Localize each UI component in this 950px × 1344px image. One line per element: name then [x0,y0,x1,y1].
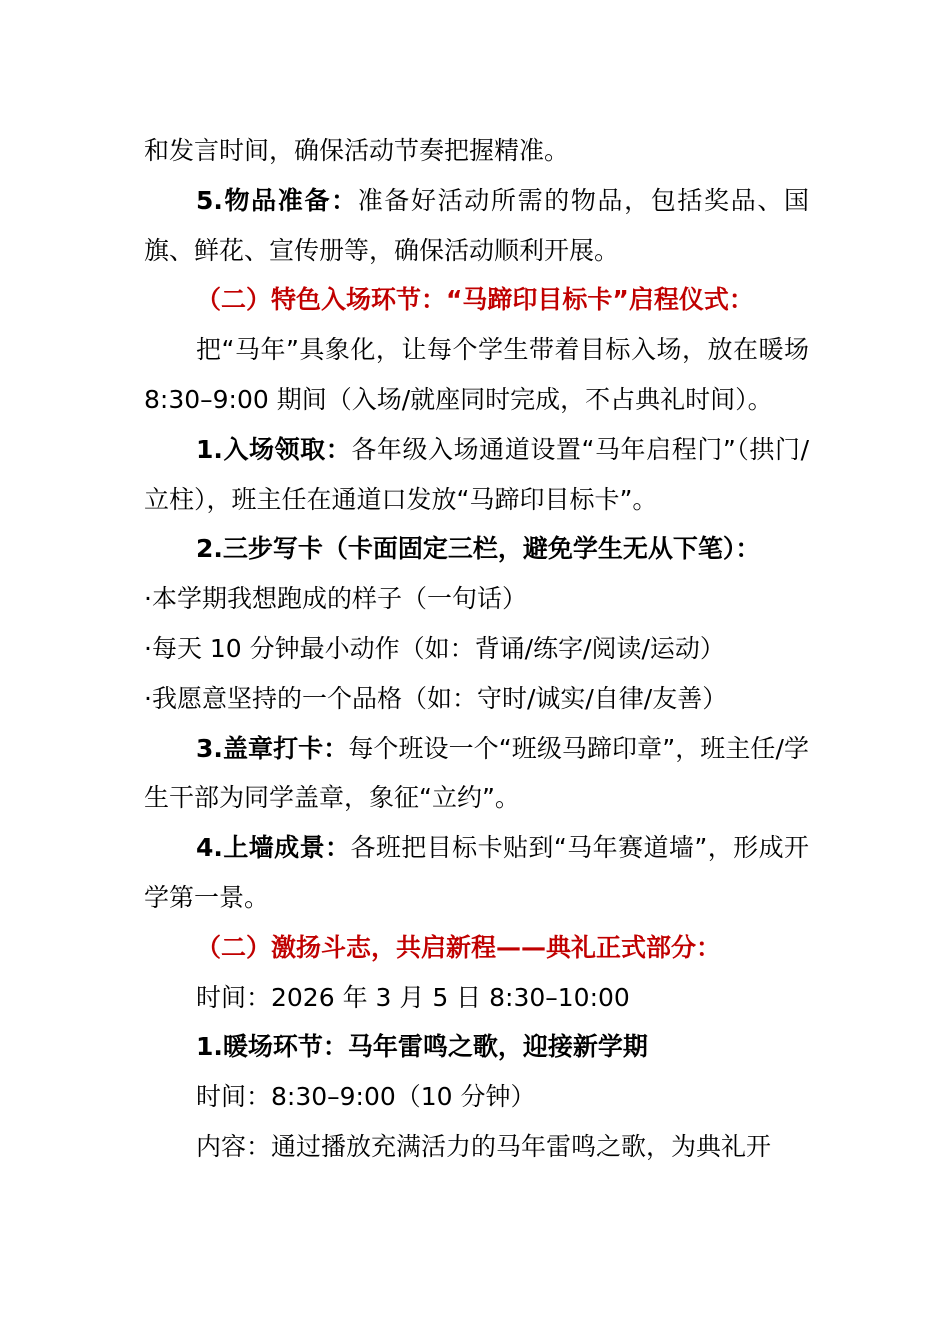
paragraph-text: 和发言时间，确保活动节奏把握精准。 [144,136,570,165]
paragraph-13 [144,973,809,1023]
paragraph-4 [144,325,809,425]
paragraph-text: 时间：2026 年 3 月 5 日 8:30–10:00 [196,982,630,1012]
paragraph-10 [144,724,809,824]
paragraph-text: 内容：通过播放充满活力的马年雷鸣之歌，为典礼开 [196,1131,772,1161]
bullet-item-3 [144,674,809,724]
paragraph-text: 把“马年”具象化，让每个学生带着目标入场，放在暖场 8:30–9:00 期间（入场/就座同时完成，不占典礼时间）。 [144,335,809,414]
paragraph-lead: 5.物品准备： [196,185,358,215]
section-heading [144,275,809,325]
paragraph-16 [144,1122,809,1172]
paragraph-lead: 3.盖章打卡： [196,733,349,763]
paragraph-15 [144,1072,809,1122]
heading-text: （二）特色入场环节：“马蹄印目标卡”启程仪式： [196,285,754,315]
paragraph-2 [144,176,809,276]
bullet-item-1 [144,574,809,624]
paragraph-6 [144,524,809,574]
paragraph-text: 每个班设一个“班级马蹄印章”，班主任/学生干部为同学盖章，象征“立约”。 [144,733,809,813]
paragraph-11 [144,823,809,923]
paragraph-lead: 4.上墙成景： [196,833,351,863]
bullet-text: ·每天 10 分钟最小动作（如：背诵/练字/阅读/运动） [144,633,725,663]
paragraph-text: 1.暖场环节：马年雷鸣之歌，迎接新学期 [196,1032,648,1062]
heading-text: （二）激扬斗志，共启新程——典礼正式部分： [196,932,722,962]
bullet-text: ·我愿意坚持的一个品格（如：守时/诚实/自律/友善） [144,683,728,713]
bullet-text: ·本学期我想跑成的样子（一句话） [144,584,527,614]
paragraph-5 [144,425,809,525]
paragraph-text: 各班把目标卡贴到“马年赛道墙”，形成开学第一景。 [144,833,809,912]
paragraph-1 [144,126,809,176]
paragraph-text: 时间：8:30–9:00（10 分钟） [196,1082,536,1112]
section-heading [144,923,809,973]
document-body [144,126,809,1172]
paragraph-lead: 1.入场领取： [196,434,352,464]
paragraph-text: 2.三步写卡（卡面固定三栏，避免学生无从下笔）： [196,534,761,564]
bullet-item-2 [144,624,809,674]
paragraph-text: 各年级入场通道设置“马年启程门”（拱门/立柱），班主任在通道口发放“马蹄印目标卡”。 [144,434,809,514]
paragraph-text: 准备好活动所需的物品，包括奖品、国旗、鲜花、宣传册等，确保活动顺利开展。 [144,185,809,265]
paragraph-14 [144,1022,809,1072]
